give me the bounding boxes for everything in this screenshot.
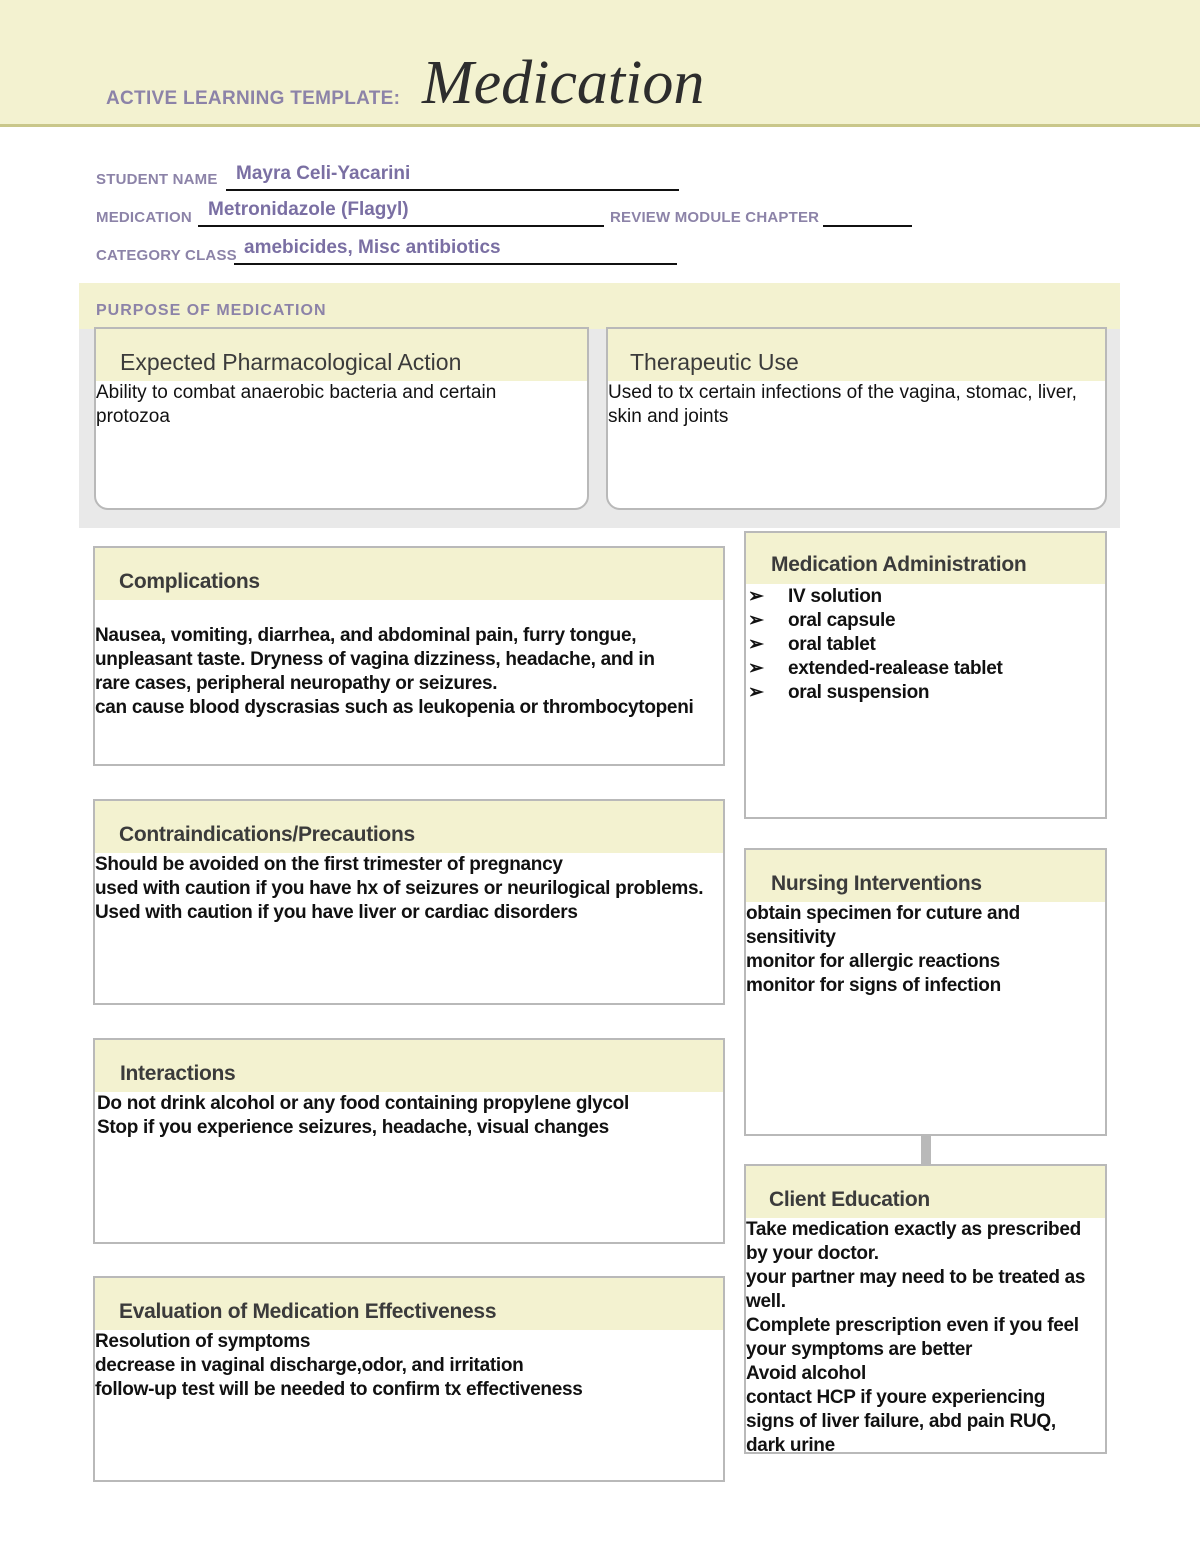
text-line: Resolution of symptoms <box>95 1331 311 1352</box>
interactions-box[interactable] <box>93 1038 725 1244</box>
education-title: Client Education <box>769 1188 930 1211</box>
contraindications-title: Contraindications/Precautions <box>119 823 415 846</box>
arrow-bullet-icon: ➢ <box>748 658 764 679</box>
therapeutic-use-text: Used to tx certain infections of the vagina, stomac, liver, skin and joints <box>608 382 1077 427</box>
list-item: ➢ IV solution <box>748 586 882 607</box>
medication-value: Metronidazole (Flagyl) <box>208 199 409 220</box>
text-line: Do not drink alcohol or any food containing propylene glycol <box>97 1093 629 1114</box>
category-class-field[interactable] <box>234 237 677 265</box>
interactions-title: Interactions <box>120 1062 236 1085</box>
list-item: ➢ oral tablet <box>748 634 876 655</box>
expected-action-text: Ability to combat anaerobic bacteria and certain protozoa <box>96 382 497 427</box>
administration-list <box>746 585 1105 705</box>
arrow-bullet-icon: ➢ <box>748 634 764 655</box>
nursing-interventions-box[interactable] <box>744 848 1107 1136</box>
text-line: decrease in vaginal discharge,odor, and irritation <box>95 1355 524 1376</box>
text-line: Complete prescription even if you feel <box>746 1315 1079 1336</box>
evaluation-box[interactable] <box>93 1276 725 1482</box>
text-line: well. <box>746 1291 786 1312</box>
text-line: dark urine <box>746 1435 835 1456</box>
text-line: rare cases, peripheral neuropathy or seizures. <box>95 673 498 694</box>
interactions-text <box>97 1092 723 1140</box>
administration-title: Medication Administration <box>771 553 1027 576</box>
education-text <box>746 1218 1105 1458</box>
nursing-text <box>746 902 1105 998</box>
template-label: ACTIVE LEARNING TEMPLATE: <box>106 88 401 109</box>
complications-text <box>95 624 723 720</box>
medication-field[interactable] <box>198 199 604 227</box>
text-line: monitor for allergic reactions <box>746 951 1000 972</box>
arrow-bullet-icon: ➢ <box>748 586 764 607</box>
review-module-label: REVIEW MODULE CHAPTER <box>610 209 820 226</box>
list-item: ➢ extended-realease tablet <box>748 658 1003 679</box>
list-item: ➢ oral suspension <box>748 682 930 703</box>
expected-action-title: Expected Pharmacological Action <box>120 349 462 375</box>
text-line: obtain specimen for cuture and <box>746 903 1020 924</box>
therapeutic-use-title: Therapeutic Use <box>630 349 799 375</box>
complications-title: Complications <box>119 570 260 593</box>
text-line: monitor for signs of infection <box>746 975 1001 996</box>
text-line: Stop if you experience seizures, headache, visual changes <box>97 1117 609 1138</box>
category-class-label: CATEGORY CLASS <box>96 247 237 264</box>
text-line: by your doctor. <box>746 1243 879 1264</box>
text-line: unpleasant taste. Dryness of vagina dizziness, headache, and in <box>95 649 655 670</box>
text-line: can cause blood dyscrasias such as leukopenia or thrombocytopeni <box>95 697 694 718</box>
arrow-bullet-icon: ➢ <box>748 682 764 703</box>
review-module-field[interactable] <box>823 203 912 227</box>
student-name-label: STUDENT NAME <box>96 171 218 188</box>
text-line: Take medication exactly as prescribed <box>746 1219 1081 1240</box>
text-line: contact HCP if youre experiencing <box>746 1387 1046 1408</box>
complications-box[interactable] <box>93 546 725 766</box>
contraindications-text <box>95 853 723 925</box>
text-line: signs of liver failure, abd pain RUQ, <box>746 1411 1056 1432</box>
text-line: your symptoms are better <box>746 1339 973 1360</box>
evaluation-text <box>95 1330 723 1402</box>
medication-label: MEDICATION <box>96 209 192 226</box>
therapeutic-use-box[interactable] <box>606 327 1107 510</box>
arrow-bullet-icon: ➢ <box>748 610 764 631</box>
box-connector <box>921 1135 931 1165</box>
text-line: Avoid alcohol <box>746 1363 866 1384</box>
contraindications-box[interactable] <box>93 799 725 1005</box>
text-line: your partner may need to be treated as <box>746 1267 1086 1288</box>
text-line: Should be avoided on the first trimester of pregnancy <box>95 854 563 875</box>
student-name-value: Mayra Celi-Yacarini <box>236 163 411 184</box>
category-class-value: amebicides, Misc antibiotics <box>244 237 501 258</box>
medication-administration-box[interactable] <box>744 531 1107 819</box>
text-line: Used with caution if you have liver or cardiac disorders <box>95 902 578 923</box>
expected-action-box[interactable] <box>94 327 589 510</box>
text-line: sensitivity <box>746 927 836 948</box>
text-line: Nausea, vomiting, diarrhea, and abdominal pain, furry tongue, <box>95 625 637 646</box>
text-line: used with caution if you have hx of seizures or neurilogical problems. <box>95 878 704 899</box>
template-title: Medication <box>422 49 705 117</box>
student-name-field[interactable] <box>226 163 679 191</box>
text-line: follow-up test will be needed to confirm tx effectiveness <box>95 1379 583 1400</box>
nursing-title: Nursing Interventions <box>771 872 982 895</box>
purpose-label: PURPOSE OF MEDICATION <box>96 302 327 319</box>
list-item: ➢ oral capsule <box>748 610 896 631</box>
client-education-box[interactable] <box>744 1164 1107 1454</box>
evaluation-title: Evaluation of Medication Effectiveness <box>119 1300 497 1323</box>
